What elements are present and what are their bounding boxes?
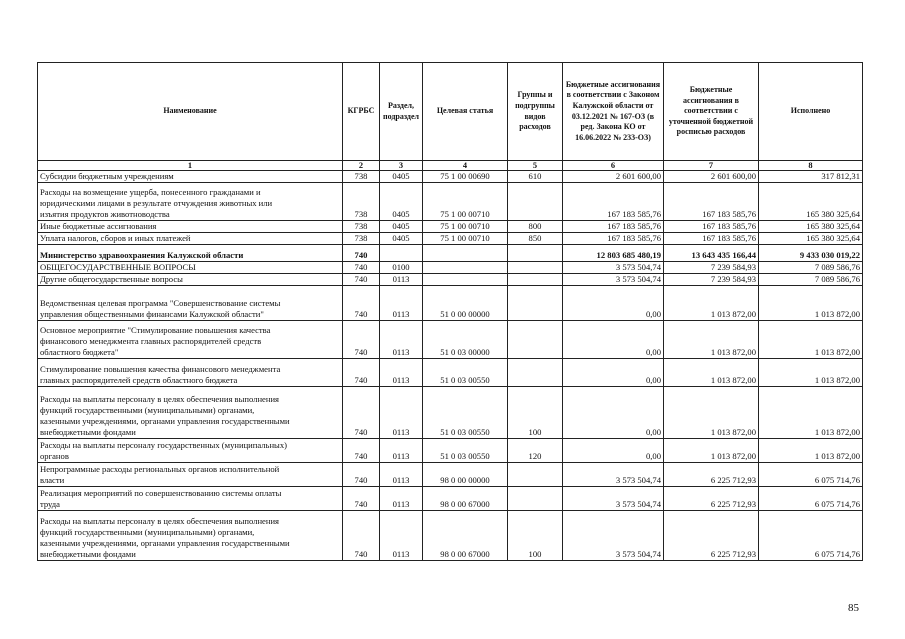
row-group [508,262,563,274]
row-name: Непрограммные расходы региональных органов исполнительной власти [38,463,343,487]
row-group: 800 [508,221,563,233]
header-groups: Группы и подгруппы видов расходов [508,63,563,161]
row-group [508,359,563,387]
column-number: 8 [759,161,863,171]
row-section: 0113 [380,359,423,387]
row-group [508,487,563,511]
row-budget-law: 0,00 [563,286,664,321]
row-executed: 6 075 714,76 [759,463,863,487]
row-kgrbs: 740 [343,262,380,274]
row-budget-refined: 167 183 585,76 [664,183,759,221]
row-kgrbs: 740 [343,359,380,387]
row-budget-law: 167 183 585,76 [563,183,664,221]
row-kgrbs: 738 [343,221,380,233]
row-budget-law: 3 573 504,74 [563,274,664,286]
row-budget-refined: 6 225 712,93 [664,511,759,561]
row-budget-refined: 7 239 584,93 [664,262,759,274]
row-budget-refined: 1 013 872,00 [664,286,759,321]
row-budget-law: 12 803 685 480,19 [563,245,664,262]
row-target: 75 1 00 00690 [423,171,508,183]
row-target [423,262,508,274]
row-budget-law: 3 573 504,74 [563,487,664,511]
row-budget-refined: 13 643 435 166,44 [664,245,759,262]
table-row [38,463,863,487]
row-name: Иные бюджетные ассигнования [38,221,343,233]
row-target [423,245,508,262]
row-executed: 1 013 872,00 [759,387,863,439]
table-row [38,245,863,262]
row-executed: 165 380 325,64 [759,183,863,221]
row-name: Расходы на выплаты персоналу в целях обеспечения выполнения функций государственными (муниципальными) органами, казенными учреждениями, органами управления государственными внебюджетными фондами [38,511,343,561]
row-kgrbs: 740 [343,511,380,561]
row-target: 75 1 00 00710 [423,221,508,233]
row-section: 0405 [380,233,423,245]
header-name: Наименование [38,63,343,161]
row-budget-law: 0,00 [563,439,664,463]
row-target: 98 0 00 67000 [423,487,508,511]
row-section: 0113 [380,487,423,511]
budget-table [37,62,863,561]
row-kgrbs: 740 [343,463,380,487]
row-budget-law: 0,00 [563,387,664,439]
row-group: 120 [508,439,563,463]
row-executed: 9 433 030 019,22 [759,245,863,262]
row-group [508,463,563,487]
row-executed: 1 013 872,00 [759,359,863,387]
row-budget-refined: 1 013 872,00 [664,359,759,387]
table-row [38,387,863,439]
row-target: 51 0 03 00550 [423,439,508,463]
column-number: 2 [343,161,380,171]
row-target: 75 1 00 00710 [423,233,508,245]
row-section: 0405 [380,183,423,221]
row-budget-law: 3 573 504,74 [563,511,664,561]
row-target: 51 0 03 00550 [423,359,508,387]
row-group: 850 [508,233,563,245]
row-group: 100 [508,511,563,561]
row-kgrbs: 740 [343,245,380,262]
column-number: 1 [38,161,343,171]
header-section: Раздел, подраздел [380,63,423,161]
row-executed: 6 075 714,76 [759,487,863,511]
row-name: Ведомственная целевая программа "Совершенствование системы управления общественными финансами Калужской области" [38,286,343,321]
column-number: 6 [563,161,664,171]
page-number: 85 [848,602,859,614]
row-executed: 6 075 714,76 [759,511,863,561]
row-name: Стимулирование повышения качества финансового менеджмента главных распорядителей средств областного бюджета [38,359,343,387]
row-target: 51 0 03 00000 [423,321,508,359]
table-row [38,487,863,511]
column-number: 3 [380,161,423,171]
row-executed: 1 013 872,00 [759,286,863,321]
row-section: 0113 [380,511,423,561]
row-executed: 1 013 872,00 [759,321,863,359]
row-target: 75 1 00 00710 [423,183,508,221]
table-row [38,439,863,463]
row-name: Основное мероприятие "Стимулирование повышения качества финансового менеджмента главных распорядителей средств областного бюджета" [38,321,343,359]
row-executed: 317 812,31 [759,171,863,183]
row-executed: 165 380 325,64 [759,233,863,245]
row-target: 51 0 03 00550 [423,387,508,439]
row-group [508,321,563,359]
row-budget-refined: 167 183 585,76 [664,221,759,233]
row-section: 0405 [380,221,423,233]
row-budget-refined: 2 601 600,00 [664,171,759,183]
row-group: 610 [508,171,563,183]
row-section: 0113 [380,439,423,463]
header-kgrbs: КГРБС [343,63,380,161]
row-executed: 1 013 872,00 [759,439,863,463]
row-target: 98 0 00 67000 [423,511,508,561]
row-budget-refined: 7 239 584,93 [664,274,759,286]
header-target: Целевая статья [423,63,508,161]
row-target: 51 0 00 00000 [423,286,508,321]
row-budget-law: 0,00 [563,359,664,387]
row-name: Субсидии бюджетным учреждениям [38,171,343,183]
row-name: Другие общегосударственные вопросы [38,274,343,286]
row-budget-law: 167 183 585,76 [563,221,664,233]
row-group [508,286,563,321]
row-budget-refined: 1 013 872,00 [664,439,759,463]
row-section: 0113 [380,463,423,487]
column-number-row [38,161,863,171]
row-name: ОБЩЕГОСУДАРСТВЕННЫЕ ВОПРОСЫ [38,262,343,274]
table-row [38,286,863,321]
row-kgrbs: 740 [343,439,380,463]
row-kgrbs: 740 [343,387,380,439]
row-group [508,274,563,286]
row-section: 0113 [380,286,423,321]
row-kgrbs: 740 [343,487,380,511]
row-executed: 165 380 325,64 [759,221,863,233]
row-budget-law: 0,00 [563,321,664,359]
row-group: 100 [508,387,563,439]
header-executed: Исполнено [759,63,863,161]
row-name: Расходы на выплаты персоналу в целях обеспечения выполнения функций государственными (муниципальными) органами, казенными учреждениями, органами управления государственными внебюджетными фондами [38,387,343,439]
row-kgrbs: 738 [343,183,380,221]
row-name: Уплата налогов, сборов и иных платежей [38,233,343,245]
column-number: 5 [508,161,563,171]
row-name: Реализация мероприятий по совершенствованию системы оплаты труда [38,487,343,511]
row-kgrbs: 740 [343,321,380,359]
table-row [38,359,863,387]
row-name: Расходы на выплаты персоналу государственных (муниципальных) органов [38,439,343,463]
header-budget-refined: Бюджетные ассигнования в соответствии с уточненной бюджетной росписью расходов [664,63,759,161]
table-row [38,274,863,286]
row-budget-refined: 1 013 872,00 [664,387,759,439]
table-row [38,183,863,221]
row-name: Расходы на возмещение ущерба, понесенного гражданами и юридическими лицами в результате отчуждения животных или изъятия продуктов животноводства [38,183,343,221]
header-budget-law: Бюджетные ассигнования в соответствии с Законом Калужской области от 03.12.2021 № 167-ОЗ (в ред. Закона КО от 16.06.2022 № 233-ОЗ) [563,63,664,161]
row-name: Министерство здравоохранения Калужской области [38,245,343,262]
row-section: 0113 [380,274,423,286]
table-row [38,171,863,183]
table-row [38,233,863,245]
row-budget-law: 167 183 585,76 [563,233,664,245]
row-budget-refined: 6 225 712,93 [664,463,759,487]
row-budget-law: 2 601 600,00 [563,171,664,183]
row-kgrbs: 738 [343,171,380,183]
row-section: 0405 [380,171,423,183]
row-section: 0113 [380,321,423,359]
row-budget-law: 3 573 504,74 [563,463,664,487]
row-executed: 7 089 586,76 [759,262,863,274]
row-budget-refined: 6 225 712,93 [664,487,759,511]
row-section: 0113 [380,387,423,439]
row-budget-law: 3 573 504,74 [563,262,664,274]
table-row [38,511,863,561]
row-executed: 7 089 586,76 [759,274,863,286]
row-section: 0100 [380,262,423,274]
row-target [423,274,508,286]
table-row [38,262,863,274]
row-target: 98 0 00 00000 [423,463,508,487]
column-number: 7 [664,161,759,171]
column-number: 4 [423,161,508,171]
row-kgrbs: 738 [343,233,380,245]
row-budget-refined: 167 183 585,76 [664,233,759,245]
row-budget-refined: 1 013 872,00 [664,321,759,359]
row-group [508,245,563,262]
row-section [380,245,423,262]
row-kgrbs: 740 [343,274,380,286]
row-group [508,183,563,221]
row-kgrbs: 740 [343,286,380,321]
table-row [38,321,863,359]
table-row [38,221,863,233]
